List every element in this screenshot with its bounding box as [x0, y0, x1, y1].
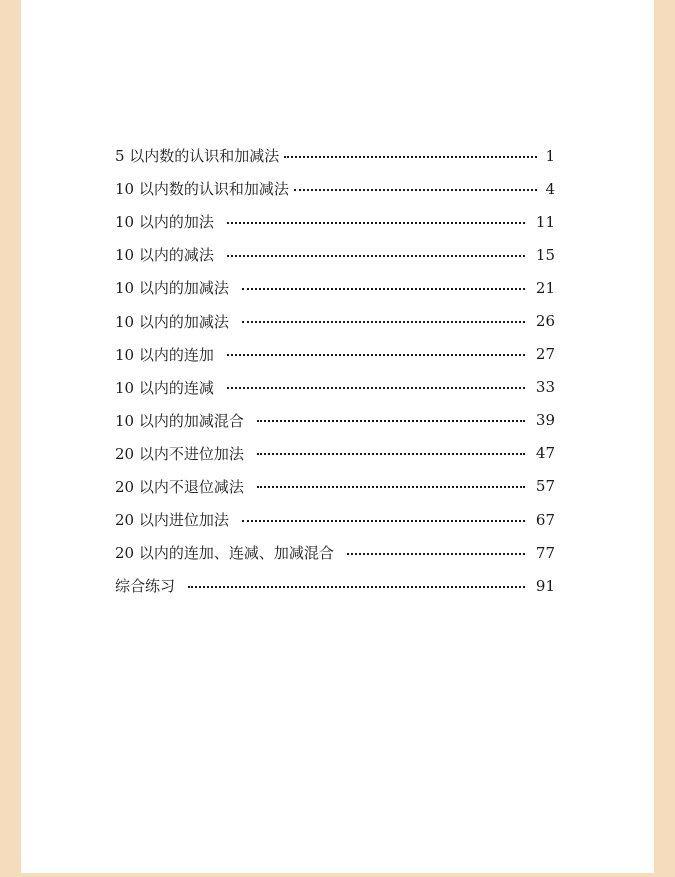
toc-entry[interactable] — [115, 205, 555, 238]
dot-leader — [257, 420, 525, 422]
toc-entry-page: 39 — [535, 411, 555, 430]
toc-entry[interactable] — [115, 139, 555, 172]
dot-leader — [284, 156, 537, 158]
toc-entry[interactable] — [115, 304, 555, 337]
toc-entry-title: 20 以内的连加、连减、加减混合 — [115, 544, 334, 563]
toc-entry-title: 综合练习 — [115, 577, 176, 596]
toc-entry-page: 67 — [535, 510, 555, 529]
dot-leader — [294, 189, 537, 191]
toc-entry-title: 10 以内的加减混合 — [115, 411, 244, 430]
toc-entry-title: 20 以内进位加法 — [115, 511, 229, 530]
toc-entry-page: 33 — [535, 378, 555, 397]
toc-entry-title: 10 以内的加减法 — [115, 312, 229, 331]
toc-entry-page: 1 — [545, 146, 555, 165]
toc-entry-page: 91 — [535, 576, 555, 595]
toc-entry-title: 10 以内的减法 — [115, 246, 214, 265]
toc-entry-page: 4 — [545, 179, 555, 198]
dot-leader — [227, 354, 525, 356]
dot-leader — [257, 453, 525, 455]
toc-entry-title: 10 以内的加减法 — [115, 279, 229, 298]
toc-entry-page: 77 — [535, 543, 555, 562]
dot-leader — [227, 255, 525, 257]
toc-entry[interactable] — [115, 569, 555, 602]
toc-entry[interactable] — [115, 172, 555, 205]
toc-entry-page: 57 — [535, 477, 555, 496]
toc-entry-page: 21 — [535, 278, 555, 297]
toc-entry-title: 10 以内的连加 — [115, 345, 214, 364]
toc-entry-title: 20 以内不退位减法 — [115, 477, 244, 496]
toc-entry[interactable] — [115, 503, 555, 536]
dot-leader — [347, 553, 525, 555]
dot-leader — [242, 321, 525, 323]
toc-entry[interactable] — [115, 371, 555, 404]
toc-entry-page: 27 — [535, 345, 555, 364]
toc-entry[interactable] — [115, 338, 555, 371]
toc-entry-title: 10 以内的加法 — [115, 213, 214, 232]
toc-entry[interactable] — [115, 238, 555, 271]
document-page — [21, 0, 654, 873]
toc-entry-page: 11 — [535, 212, 555, 231]
toc-entry-title: 10 以内的连减 — [115, 378, 214, 397]
toc-entry[interactable] — [115, 404, 555, 437]
dot-leader — [188, 586, 525, 588]
dot-leader — [227, 222, 525, 224]
toc-entry[interactable] — [115, 437, 555, 470]
toc-entry-title: 20 以内不进位加法 — [115, 444, 244, 463]
toc-entry-page: 47 — [535, 444, 555, 463]
toc-entry[interactable] — [115, 470, 555, 503]
toc-entry-page: 26 — [535, 312, 555, 331]
toc-entry[interactable] — [115, 536, 555, 569]
toc-entry-title: 5 以内数的认识和加减法 — [115, 147, 280, 166]
dot-leader — [242, 288, 525, 290]
toc-entry-page: 15 — [535, 245, 555, 264]
table-of-contents — [115, 139, 555, 602]
dot-leader — [257, 486, 525, 488]
toc-entry[interactable] — [115, 271, 555, 304]
dot-leader — [227, 387, 525, 389]
dot-leader — [242, 520, 525, 522]
toc-entry-title: 10 以内数的认识和加减法 — [115, 180, 289, 199]
